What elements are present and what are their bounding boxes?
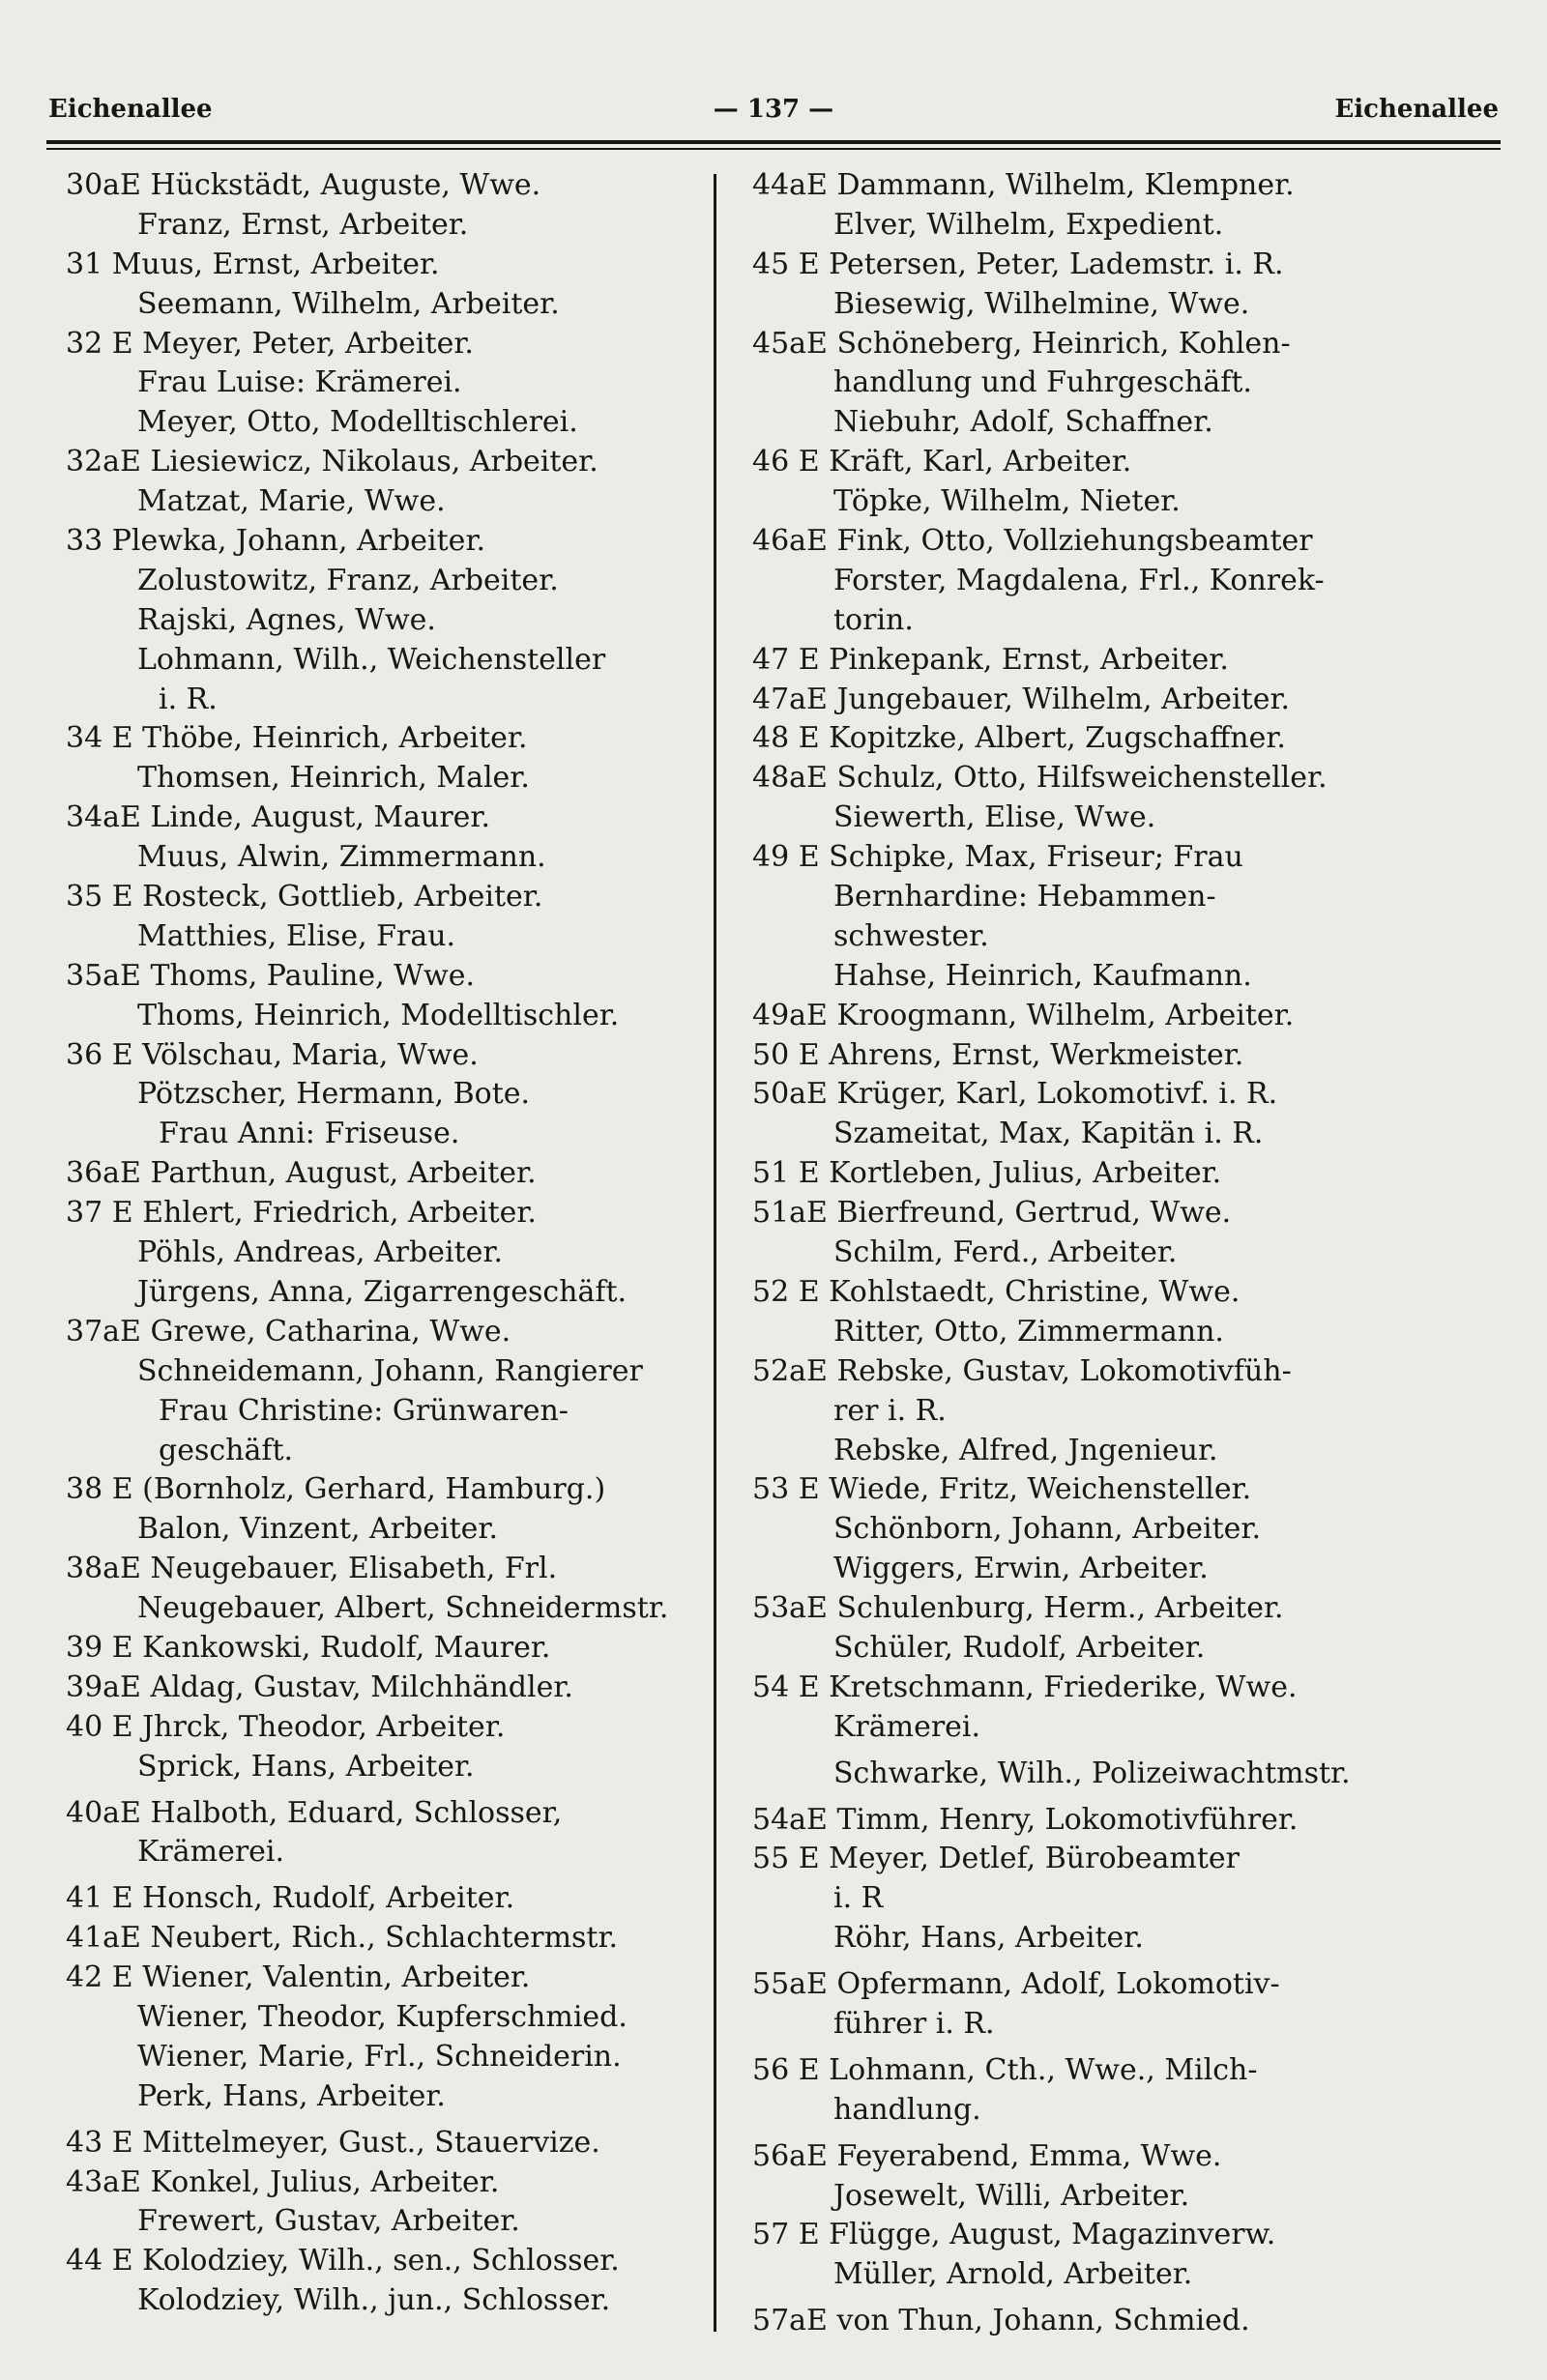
entry-line: 55aE Opfermann, Adolf, Lokomotiv- (752, 1967, 1280, 2002)
entry-line: Josewelt, Willi, Arbeiter. (833, 2178, 1190, 2213)
entry-line: Lohmann, Wilh., Weichensteller (137, 642, 606, 677)
entry-line: 38aE Neugebauer, Elisabeth, Frl. (66, 1552, 558, 1586)
entry-line: 44aE Dammann, Wilhelm, Klempner. (752, 168, 1295, 202)
entry-line: i. R (833, 1881, 884, 1916)
entry-line: 51aE Bierfreund, Gertrud, Wwe. (752, 1196, 1232, 1231)
entry-line: Hahse, Heinrich, Kaufmann. (833, 958, 1252, 993)
entry-line: Frewert, Gustav, Arbeiter. (137, 2204, 520, 2239)
entry-line: 52aE Rebske, Gustav, Lokomotivfüh- (752, 1353, 1292, 1388)
entry-line: 39 E Kankowski, Rudolf, Maurer. (66, 1630, 551, 1665)
entry-line: 34aE Linde, August, Maurer. (66, 800, 490, 835)
entry-line: 35 E Rosteck, Gottlieb, Arbeiter. (66, 880, 543, 914)
entry-line: 42 E Wiener, Valentin, Arbeiter. (66, 1960, 531, 1995)
column-divider (714, 174, 716, 2332)
entry-line: Rebske, Alfred, Jngenieur. (833, 1433, 1218, 1467)
entry-line: 43 E Mittelmeyer, Gust., Stauervize. (66, 2125, 600, 2160)
entry-line: Pötzscher, Hermann, Bote. (137, 1077, 531, 1112)
entry-line: Jürgens, Anna, Zigarrengeschäft. (137, 1274, 628, 1309)
entry-line: Ritter, Otto, Zimmermann. (833, 1314, 1224, 1349)
entry-line: 34 E Thöbe, Heinrich, Arbeiter. (66, 721, 528, 756)
entry-line: Balon, Vinzent, Arbeiter. (137, 1512, 498, 1547)
entry-line: 57 E Flügge, August, Magazinverw. (752, 2218, 1276, 2252)
entry-line: geschäft. (159, 1433, 294, 1467)
entry-line: Biesewig, Wilhelmine, Wwe. (833, 286, 1250, 321)
entry-line: 48aE Schulz, Otto, Hilfsweichensteller. (752, 761, 1328, 796)
entry-line: handlung und Fuhrgeschäft. (833, 365, 1252, 400)
entry-line: Röhr, Hans, Arbeiter. (833, 1921, 1144, 1956)
entry-line: Meyer, Otto, Modelltischlerei. (137, 405, 578, 440)
entry-line: Neugebauer, Albert, Schneidermstr. (137, 1591, 669, 1626)
entry-line: Franz, Ernst, Arbeiter. (137, 207, 469, 242)
entry-line: Kolodziey, Wilh., jun., Schlosser. (137, 2283, 611, 2318)
entry-line: 49 E Schipke, Max, Friseur; Frau (752, 840, 1243, 875)
entry-line: 33 Plewka, Johann, Arbeiter. (66, 524, 486, 559)
entry-line: 40aE Halboth, Eduard, Schlosser, (66, 1795, 563, 1830)
entry-line: 31 Muus, Ernst, Arbeiter. (66, 247, 440, 281)
entry-line: Rajski, Agnes, Wwe. (137, 602, 436, 637)
header-street-left: Eichenallee (48, 95, 213, 124)
entry-line: 50 E Ahrens, Ernst, Werkmeister. (752, 1037, 1244, 1072)
entry-line: 50aE Krüger, Karl, Lokomotivf. i. R. (752, 1077, 1278, 1112)
entry-line: 53 E Wiede, Fritz, Weichensteller. (752, 1472, 1252, 1507)
entry-line: 55 E Meyer, Detlef, Bürobeamter (752, 1842, 1240, 1876)
entry-line: 56 E Lohmann, Cth., Wwe., Milch- (752, 2052, 1258, 2087)
entry-line: Pöhls, Andreas, Arbeiter. (137, 1235, 504, 1270)
entry-line: 54 E Kretschmann, Friederike, Wwe. (752, 1669, 1298, 1704)
left-column (66, 166, 699, 2321)
entry-line: 46 E Kräft, Karl, Arbeiter. (752, 445, 1132, 479)
entry-line: Frau Anni: Friseuse. (159, 1117, 460, 1151)
entry-line: 41 E Honsch, Rudolf, Arbeiter. (66, 1881, 515, 1916)
entry-line: handlung. (833, 2092, 981, 2127)
entry-line: Wiener, Marie, Frl., Schneiderin. (137, 2039, 622, 2074)
entry-line: 40 E Jhrck, Theodor, Arbeiter. (66, 1709, 506, 1744)
entry-line: 32 E Meyer, Peter, Arbeiter. (66, 326, 474, 361)
entry-line: Frau Christine: Grünwaren- (159, 1393, 569, 1428)
entry-line: Matthies, Elise, Frau. (137, 918, 456, 953)
header-street-right: Eichenallee (1334, 95, 1499, 124)
entry-line: Schwarke, Wilh., Polizeiwachtmstr. (833, 1756, 1351, 1790)
entry-line: Schneidemann, Johann, Rangierer (137, 1353, 643, 1388)
entry-line: 45aE Schöneberg, Heinrich, Kohlen- (752, 326, 1291, 361)
entry-line: 37aE Grewe, Catharina, Wwe. (66, 1314, 511, 1349)
entry-line: Forster, Magdalena, Frl., Konrek- (833, 563, 1325, 597)
entry-line: i. R. (159, 682, 218, 716)
entry-line: 53aE Schulenburg, Herm., Arbeiter. (752, 1591, 1284, 1626)
entry-line: 48 E Kopitzke, Albert, Zugschaffner. (752, 721, 1286, 756)
entry-line: 52 E Kohlstaedt, Christine, Wwe. (752, 1274, 1241, 1309)
entry-line: Szameitat, Max, Kapitän i. R. (833, 1117, 1264, 1151)
entry-line: 57aE von Thun, Johann, Schmied. (752, 2304, 1250, 2338)
entry-line: 36aE Parthun, August, Arbeiter. (66, 1156, 537, 1191)
entry-line: 46aE Fink, Otto, Vollziehungsbeamter (752, 524, 1313, 559)
page-number: — 137 — (713, 95, 834, 124)
entry-line: Schönborn, Johann, Arbeiter. (833, 1512, 1262, 1547)
entry-line: 43aE Konkel, Julius, Arbeiter. (66, 2164, 500, 2199)
header-rule-thick (46, 140, 1501, 144)
entry-line: Thoms, Heinrich, Modelltischler. (137, 998, 620, 1032)
entry-line: 47aE Jungebauer, Wilhelm, Arbeiter. (752, 682, 1291, 716)
entry-line: Frau Luise: Krämerei. (137, 365, 462, 400)
entry-line: 54aE Timm, Henry, Lokomotivführer. (752, 1802, 1299, 1837)
entry-line: Siewerth, Elise, Wwe. (833, 800, 1156, 835)
entry-line: Wiener, Theodor, Kupferschmied. (137, 1999, 628, 2034)
entry-line: 38 E (Bornholz, Gerhard, Hamburg.) (66, 1472, 606, 1507)
header-rule-thin (46, 148, 1501, 150)
entry-line: Sprick, Hans, Arbeiter. (137, 1749, 475, 1784)
entry-line: 37 E Ehlert, Friedrich, Arbeiter. (66, 1196, 537, 1231)
entry-line: 47 E Pinkepank, Ernst, Arbeiter. (752, 642, 1229, 677)
entry-line: schwester. (833, 918, 989, 953)
entry-line: Müller, Arnold, Arbeiter. (833, 2257, 1193, 2292)
entry-line: führer i. R. (833, 2006, 995, 2041)
entry-line: Schilm, Ferd., Arbeiter. (833, 1235, 1178, 1270)
entry-line: 32aE Liesiewicz, Nikolaus, Arbeiter. (66, 445, 598, 479)
entry-line: Krämerei. (137, 1835, 285, 1870)
entry-line: 45 E Petersen, Peter, Lademstr. i. R. (752, 247, 1284, 281)
entry-line: torin. (833, 602, 914, 637)
entry-line: 39aE Aldag, Gustav, Milchhändler. (66, 1669, 573, 1704)
entry-line: Töpke, Wilhelm, Nieter. (833, 484, 1181, 519)
entry-line: Seemann, Wilhelm, Arbeiter. (137, 286, 560, 321)
entry-line: 36 E Völschau, Maria, Wwe. (66, 1037, 479, 1072)
entry-line: Thomsen, Heinrich, Maler. (137, 761, 530, 796)
page-header (48, 95, 1499, 133)
entry-line: 30aE Hückstädt, Auguste, Wwe. (66, 168, 541, 202)
entry-line: Bernhardine: Hebammen- (833, 880, 1216, 914)
entry-line: Matzat, Marie, Wwe. (137, 484, 446, 519)
entry-line: Zolustowitz, Franz, Arbeiter. (137, 563, 559, 597)
entry-line: Muus, Alwin, Zimmermann. (137, 840, 546, 875)
right-column (752, 166, 1497, 2341)
entry-line: Niebuhr, Adolf, Schaffner. (833, 405, 1213, 440)
entry-line: 35aE Thoms, Pauline, Wwe. (66, 958, 475, 993)
entry-line: Krämerei. (833, 1709, 981, 1744)
entry-line: 56aE Feyerabend, Emma, Wwe. (752, 2138, 1222, 2173)
entry-line: Elver, Wilhelm, Expedient. (833, 207, 1224, 242)
entry-line: 51 E Kortleben, Julius, Arbeiter. (752, 1156, 1222, 1191)
entry-line: Perk, Hans, Arbeiter. (137, 2078, 446, 2113)
entry-line: 44 E Kolodziey, Wilh., sen., Schlosser. (66, 2244, 620, 2278)
entry-line: Schüler, Rudolf, Arbeiter. (833, 1630, 1206, 1665)
entry-line: 49aE Kroogmann, Wilhelm, Arbeiter. (752, 998, 1295, 1032)
entry-line: rer i. R. (833, 1393, 947, 1428)
entry-line: 41aE Neubert, Rich., Schlachtermstr. (66, 1921, 619, 1956)
entry-line: Wiggers, Erwin, Arbeiter. (833, 1552, 1209, 1586)
